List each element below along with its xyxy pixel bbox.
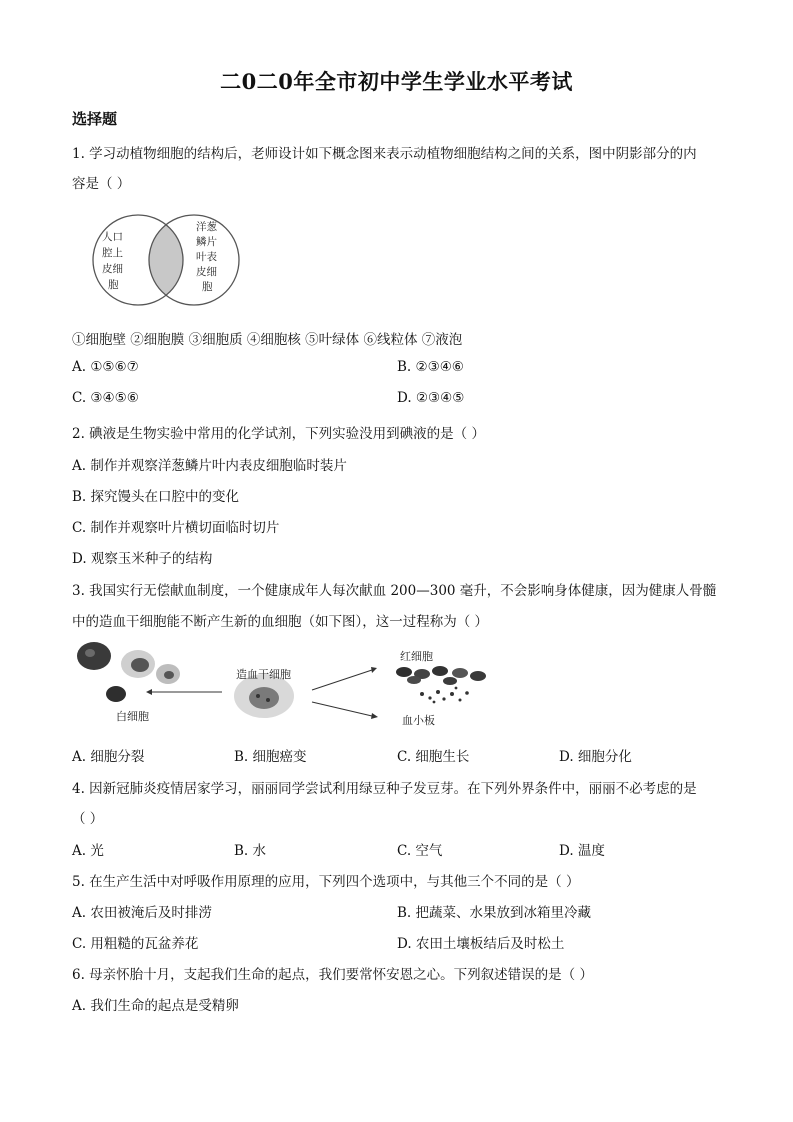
q3-stem-line2: 中的造血干细胞能不断产生新的血细胞（如下图），这一过程称为（ ） [72, 614, 489, 630]
venn-left-text-3: 皮细 [102, 263, 123, 275]
q1-option-d[interactable]: D. ②③④⑤ [397, 390, 465, 406]
q4-stem-line2: （ ） [72, 811, 104, 827]
q3-option-a[interactable]: A. 细胞分裂 [72, 749, 145, 765]
q4-option-b[interactable]: B. 水 [234, 843, 267, 859]
label-platelet: 血小板 [402, 714, 435, 727]
q5-option-c[interactable]: C. 用粗糙的瓦盆养花 [72, 936, 199, 952]
venn-right-text-4: 皮细 [196, 266, 217, 278]
q4-option-c[interactable]: C. 空气 [397, 843, 443, 859]
q2-option-c[interactable]: C. 制作并观察叶片横切面临时切片 [72, 520, 280, 536]
q1-venn-diagram [82, 212, 254, 308]
q4-stem-line1: 4. 因新冠肺炎疫情居家学习，丽丽同学尝试利用绿豆种子发豆芽。在下列外界条件中，丽丽不必考虑的是 [72, 781, 697, 797]
q1-option-c[interactable]: C. ③④⑤⑥ [72, 390, 139, 406]
q6-option-a[interactable]: A. 我们生命的起点是受精卵 [72, 998, 239, 1014]
q1-items: ①细胞壁 ②细胞膜 ③细胞质 ④细胞核 ⑤叶绿体 ⑥线粒体 ⑦液泡 [72, 332, 463, 348]
rbc [396, 667, 412, 677]
section-heading: 选择题 [72, 110, 118, 128]
q4-option-a[interactable]: A. 光 [72, 843, 104, 859]
arrow-down-right [312, 702, 372, 716]
q3-blood-cell-figure [72, 636, 502, 732]
q2-stem: 2. 碘液是生物实验中常用的化学试剂，下列实验没用到碘液的是（ ） [72, 426, 485, 442]
q2-option-b[interactable]: B. 探究馒头在口腔中的变化 [72, 489, 240, 505]
venn-left-text-1: 人口 [102, 231, 123, 243]
q5-option-b[interactable]: B. 把蔬菜、水果放到冰箱里冷藏 [397, 905, 592, 921]
q5-stem: 5. 在生产生活中对呼吸作用原理的应用，下列四个选项中，与其他三个不同的是（ ） [72, 874, 580, 890]
q3-option-d[interactable]: D. 细胞分化 [559, 749, 632, 765]
q4-option-d[interactable]: D. 温度 [559, 843, 605, 859]
q1-stem-line1: 1. 学习动植物细胞的结构后，老师设计如下概念图来表示动植物细胞结构之间的关系，图中阴影部分的内 [72, 146, 697, 162]
venn-right-text-5: 胞 [202, 281, 213, 293]
q1-option-a[interactable]: A. ①⑤⑥⑦ [72, 359, 139, 375]
arrow-up-right [312, 670, 372, 690]
exam-title: 二0二0年全市初中学生学业水平考试 [220, 69, 573, 94]
q3-option-b[interactable]: B. 细胞癌变 [234, 749, 307, 765]
platelets [420, 687, 469, 704]
q1-stem-line2: 容是（ ） [72, 176, 131, 192]
small-dark-cell [106, 686, 126, 702]
q2-option-d[interactable]: D. 观察玉米种子的结构 [72, 551, 213, 567]
venn-left-text-4: 胞 [108, 279, 119, 291]
q2-option-a[interactable]: A. 制作并观察洋葱鳞片叶内表皮细胞临时装片 [72, 458, 347, 474]
label-wbc: 白细胞 [116, 710, 149, 723]
venn-left-text-2: 腔上 [102, 247, 123, 259]
venn-right-text-2: 鳞片 [196, 236, 217, 248]
dark-cell [77, 642, 111, 670]
q5-option-d[interactable]: D. 农田土壤板结后及时松土 [397, 936, 565, 952]
q3-stem-line1: 3. 我国实行无偿献血制度，一个健康成年人每次献血 200—300 毫升，不会影响身体健康，因为健康人骨髓 [72, 583, 717, 599]
label-rbc: 红细胞 [400, 650, 433, 663]
q5-option-a[interactable]: A. 农田被淹后及时排涝 [72, 905, 212, 921]
venn-right-text-3: 叶表 [196, 251, 217, 263]
label-stem-cell: 造血干细胞 [236, 668, 291, 681]
q1-option-b[interactable]: B. ②③④⑥ [397, 359, 464, 375]
q6-stem: 6. 母亲怀胎十月，支起我们生命的起点，我们要常怀安恩之心。下列叙述错误的是（ ） [72, 967, 593, 983]
venn-right-text-1: 洋葱 [196, 221, 217, 233]
q3-option-c[interactable]: C. 细胞生长 [397, 749, 470, 765]
